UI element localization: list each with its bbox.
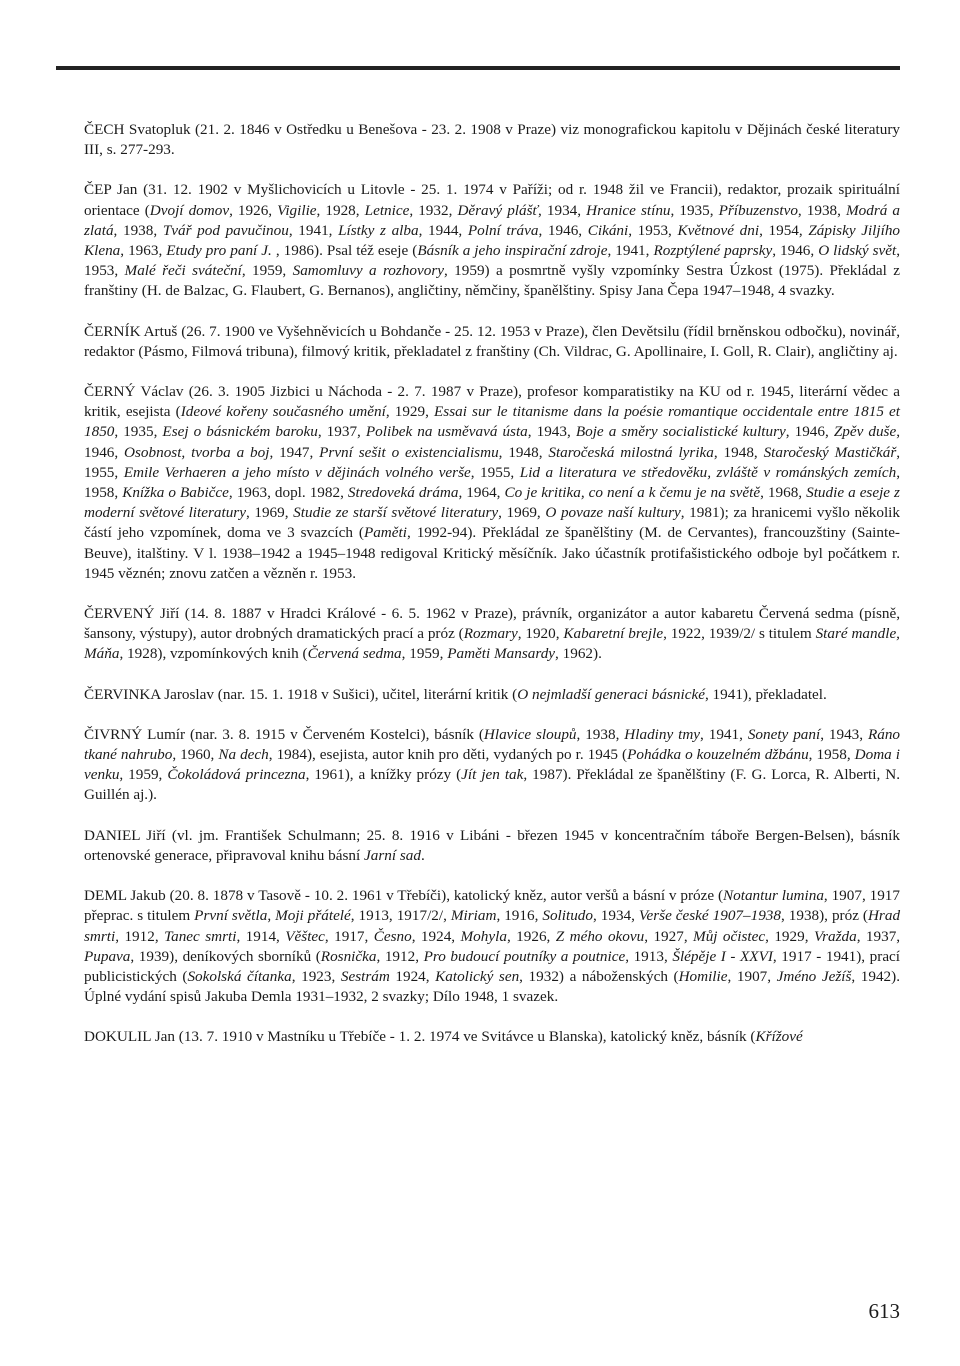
entry-paragraph: ČERNÍK Artuš (26. 7. 1900 ve Vyšehněvicích u Bohdanče - 25. 12. 1953 v Praze), člen Devětsilu (řídil brněnskou odbočku), novinář, redaktor (Pásmo, Filmová tribuna), filmový kritik, překladatel z franštiny (Ch. Vildrac, G. Apollinaire, I. Goll, R. Clair), angličtiny aj. [84,322,900,360]
entry-paragraph: ČECH Svatopluk (21. 2. 1846 v Ostředku u Benešova - 23. 2. 1908 v Praze) viz monografickou kapitolu v Dějinách české literatury III, s. 277-293. [84,121,900,159]
entry-paragraph: DEML Jakub (20. 8. 1878 v Tasově - 10. 2. 1961 v Třebíči), katolický kněz, autor veršů a básní v próze (Notantur lumina, 1907, 1917 přeprac. s titulem První světla, Moji přátelé, 1913, 1917/2/, Miriam, 1916, Solitudo, 1934, Verše české 1907–1938, 1938), próz (Hrad smrti, 1912, Tanec smrti, 1914, Věštec, 1917, Česno, 1924, Mohyla, 1926, Z mého okovu, 1927, Můj očistec, 1929, Vražda, 1937, Pupava, 1939), deníkových sborníků (Rosnička, 1912, Pro budoucí poutníky a poutnice, 1913, Šlépěje I - XXVI, 1917 - 1941), prací publicistických (Sokolská čítanka, 1923, Sestrám 1924, Katolický sen, 1932) a náboženských (Homilie, 1907, Jméno Ježíš, 1942). Úplné vydání spisů Jakuba Demla 1931–1932, 2 svazky; Dílo 1948, 1 svazek. [84,887,901,1006]
entry-paragraph: DANIEL Jiří (vl. jm. František Schulmann; 25. 8. 1916 v Libáni - březen 1945 v koncentračním táboře Bergen-Belsen), básník ortenovské generace, připravoval knihu básní Jarní sad. [84,826,900,864]
entry-paragraph: ČERVENÝ Jiří (14. 8. 1887 v Hradci Králové - 6. 5. 1962 v Praze), právník, organizátor a autor kabaretu Červená sedma (písně, šansony, výstupy), autor drobných dramatických prací a próz (Rozmary, 1920, Kabaretní brejle, 1922, 1939/2/ s titulem Staré mandle, Máňa, 1928), vzpomínkových knih (Červená sedma, 1959, Paměti Mansardy, 1962). [84,605,900,663]
entry-paragraph: ČERVINKA Jaroslav (nar. 15. 1. 1918 v Sušici), učitel, literární kritik (O nejmladší generaci básnické, 1941), překladatel. [84,685,827,703]
entry-paragraph: ČEP Jan (31. 12. 1902 v Myšlichovicích u Litovle - 25. 1. 1974 v Paříži; od r. 1948 žil ve Francii), redaktor, prozaik spirituální orientace (Dvojí domov, 1926, Vigilie, 1928, Letnice, 1932, Děravý plášť, 1934, Hranice stínu, 1935, Příbuzenstvo, 1938, Modrá a zlatá, 1938, Tvář pod pavučinou, 1941, Lístky z alba, 1944, Polní tráva, 1946, Cikáni, 1953, Květnové dni, 1954, Zápisky Jiljího Klena, 1963, Etudy pro paní J. , 1986). Psal též eseje (Básník a jeho inspirační zdroje, 1941, Rozptýlené paprsky, 1946, O lidský svět, 1953, Malé řeči sváteční, 1959, Samomluvy a rozhovory, 1959) a posmrtně vyšly vzpomínky Sestra Úzkost (1975). Překládal z franštiny (H. de Balzac, G. Flaubert, G. Bernanos), angličtiny, němčiny, španělštiny. Spisy Jana Čepa 1947–1948, 4 svazky. [84,181,901,300]
entry-paragraph: ČIVRNÝ Lumír (nar. 3. 8. 1915 v Červeném Kostelci), básník (Hlavice sloupů, 1938, Hladiny tmy, 1941, Sonety paní, 1943, Ráno tkané nahrubo, 1960, Na dech, 1984), esejista, autor knih pro děti, vydaných po r. 1945 (Pohádka o kouzelném džbánu, 1958, Doma i venku, 1959, Čokoládová princezna, 1961), a knížky prózy (Jít jen tak, 1987). Překládal ze španělštiny (F. G. Lorca, R. Alberti, N. Guillén aj.). [84,725,901,804]
entry-paragraph: ČERNÝ Václav (26. 3. 1905 Jizbici u Náchoda - 2. 7. 1987 v Praze), profesor komparatistiky na KU od r. 1945, literární vědec a kritik, esejista (Ideové kořeny současného umění, 1929, Essai sur le titanisme dans la poésie romantique occidentale entre 1815 et 1850, 1935, Esej o básnickém baroku, 1937, Polibek na usměvavá ústa, 1943, Boje a směry socialistické kultury, 1946, Zpěv duše, 1946, Osobnost, tvorba a boj, 1947, První sešit o existencialismu, 1948, Staročeská milostná lyrika, 1948, Staročeský Mastičkář, 1955, Emile Verhaeren a jeho místo v dějinách volného verše, 1955, Lid a literatura ve středověku, zvláště v románských zemích, 1958, Knížka o Babičce, 1963, dopl. 1982, Stredoveká dráma, 1964, Co je kritika, co není a k čemu je na světě, 1968, Studie a eseje z moderní světové literatury, 1969, Studie ze starší světové literatury, 1969, O povaze naší kultury, 1981); za hranicemi vyšlo několik částí jeho vzpomínek, doma ve 3 svazcích (Paměti, 1992-94). Překládal ze španělštiny (M. de Cervantes), francouzštiny (Sainte-Beuve), italštiny. V l. 1938–1942 a 1945–1948 redigoval Kritický měsíčník. Jako účastník protifašistického odboje byl počátkem r. 1945 věznén; znovu zatčen a vězněn r. 1953. [84,383,901,582]
page-number: 613 [868,1299,900,1323]
entry-paragraph: DOKULIL Jan (13. 7. 1910 v Mastníku u Třebíče - 1. 2. 1974 ve Svitávce u Blanska), katolický kněz, básník (Křížové [84,1028,803,1046]
lexicon-entries [84,120,900,1068]
header-rule [56,66,900,70]
